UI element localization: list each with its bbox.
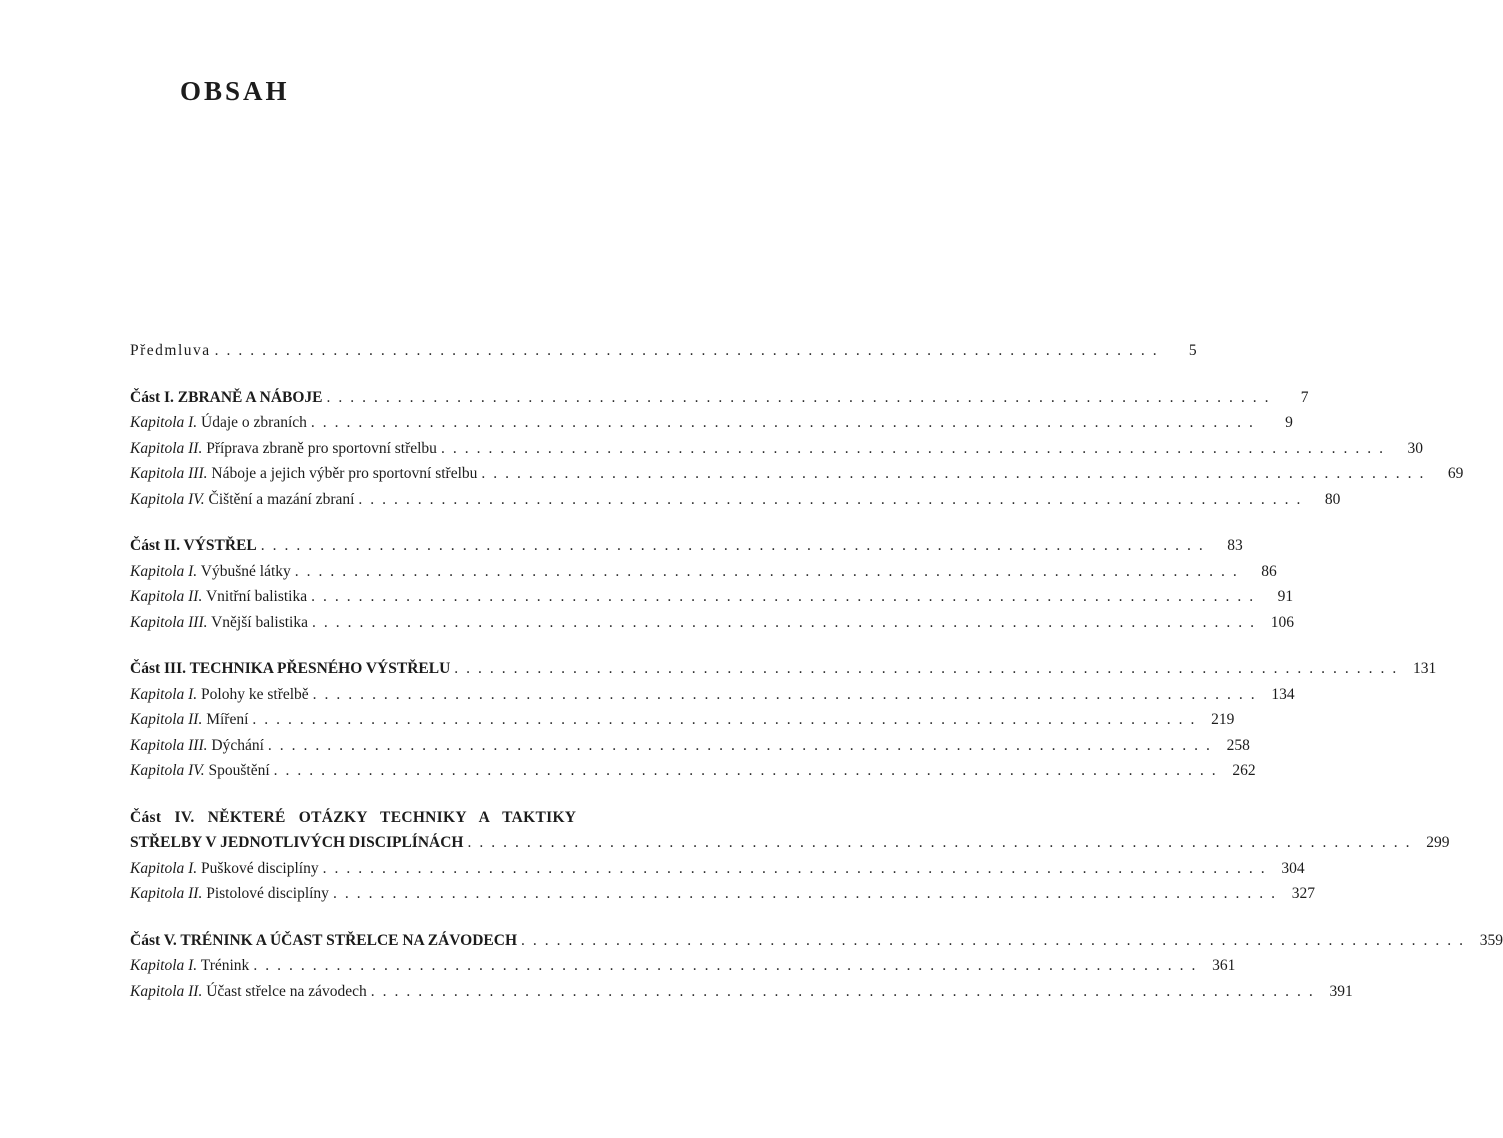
dot-leader: ................................................................................ [260, 537, 1211, 554]
dot-leader: ................................................................................ [311, 613, 1262, 631]
dot-leader: ................................................................................ [294, 562, 1245, 580]
chapter-keyword: Kapitola I. [130, 685, 198, 703]
toc-chapter [130, 953, 1236, 979]
toc-part-4 [130, 805, 1450, 856]
chapter-title: Výbušné látky [200, 562, 291, 580]
part-label: Část V. TRÉNINK A ÚČAST STŘELCE NA ZÁVODECH [130, 931, 518, 949]
page-number: 361 [1212, 957, 1236, 974]
page-number: 80 [1324, 490, 1341, 508]
chapter-keyword: Kapitola III. [130, 465, 208, 482]
chapter-title: Polohy ke střelbě [201, 685, 309, 703]
part-label: STŘELBY V JEDNOTLIVÝCH DISCIPLÍNÁCH [130, 834, 464, 851]
part-label: Část II. VÝSTŘEL [130, 537, 257, 554]
page-title: OBSAH [180, 76, 290, 106]
dot-leader: ................................................................................ [312, 685, 1263, 703]
chapter-keyword: Kapitola II. [130, 885, 203, 902]
chapter-title: Údaje o zbraních [201, 414, 307, 431]
chapter-keyword: Kapitola III. [130, 613, 208, 631]
part-label-line2-row [130, 830, 1450, 856]
chapter-title: Čištění a mazání zbraní [208, 490, 355, 508]
chapter-title: Spouštění [208, 762, 270, 779]
chapter-keyword: Kapitola IV. [130, 762, 205, 779]
toc-chapter [130, 436, 1423, 462]
page-number: 106 [1270, 613, 1294, 631]
page-number: 258 [1226, 736, 1250, 754]
toc-entry-preface [130, 338, 1197, 364]
chapter-title: Míření [206, 711, 249, 728]
chapter-title: Náboje a jejich výběr pro sportovní střelbu [211, 465, 478, 482]
preface-label: Předmluva [130, 342, 211, 359]
page-number: 86 [1261, 562, 1277, 580]
dot-leader: ................................................................................ [214, 342, 1165, 359]
toc-chapter [130, 559, 1277, 585]
part-label-line1: Část IV. NĚKTERÉ OTÁZKY TECHNIKY A TAKTIKY [130, 808, 577, 826]
toc-chapter [130, 410, 1293, 436]
dot-leader: ................................................................................ [370, 982, 1321, 1000]
page-number: 69 [1447, 465, 1464, 482]
table-of-contents [130, 338, 1503, 1004]
dot-leader: ................................................................................ [322, 859, 1273, 877]
toc-chapter [130, 856, 1305, 882]
dot-leader: ................................................................................ [273, 762, 1224, 779]
page-number: 327 [1291, 885, 1315, 902]
dot-leader: ................................................................................ [267, 736, 1218, 754]
page-number: 9 [1285, 414, 1293, 431]
dot-leader: ................................................................................ [440, 439, 1391, 457]
toc-part-1 [130, 385, 1309, 411]
dot-leader: ................................................................................ [358, 490, 1309, 508]
toc-chapter [130, 610, 1294, 636]
chapter-title: Puškové disciplíny [201, 859, 319, 877]
dot-leader: ................................................................................ [454, 660, 1405, 677]
dot-leader: ................................................................................ [326, 388, 1277, 406]
toc-chapter [130, 487, 1341, 513]
chapter-keyword: Kapitola II. [130, 711, 203, 728]
dot-leader: ................................................................................ [311, 588, 1262, 605]
chapter-title: Trénink [200, 957, 250, 974]
dot-leader: ................................................................................ [481, 465, 1432, 482]
chapter-keyword: Kapitola IV. [130, 490, 205, 508]
chapter-title: Dýchání [211, 736, 264, 754]
toc-part-5 [130, 928, 1503, 954]
toc-chapter [130, 758, 1256, 784]
part-label: Část I. ZBRANĚ A NÁBOJE [130, 388, 323, 406]
toc-chapter [130, 979, 1353, 1005]
chapter-keyword: Kapitola II. [130, 588, 203, 605]
page-number: 131 [1413, 660, 1437, 677]
chapter-keyword: Kapitola I. [130, 414, 198, 431]
toc-chapter [130, 881, 1315, 907]
dot-leader: ................................................................................ [332, 885, 1283, 902]
chapter-keyword: Kapitola III. [130, 736, 208, 754]
page-number: 83 [1227, 537, 1243, 554]
chapter-keyword: Kapitola I. [130, 859, 198, 877]
chapter-title: Pistolové disciplíny [206, 885, 329, 902]
chapter-title: Vnitřní balistika [205, 588, 308, 605]
page-number: 299 [1426, 834, 1450, 851]
chapter-title: Účast střelce na závodech [206, 982, 367, 1000]
dot-leader: ................................................................................ [252, 711, 1203, 728]
toc-part-3 [130, 656, 1437, 682]
toc-part-2 [130, 533, 1243, 559]
part-label: Část III. TECHNIKA PŘESNÉHO VÝSTŘELU [130, 660, 451, 677]
page-number: 219 [1211, 711, 1235, 728]
page-number: 5 [1188, 342, 1197, 359]
chapter-keyword: Kapitola II. [130, 439, 203, 457]
page-number: 262 [1232, 762, 1256, 779]
page-number: 391 [1329, 982, 1353, 1000]
page-number: 304 [1281, 859, 1305, 877]
dot-leader: ................................................................................ [467, 834, 1418, 851]
page-number: 7 [1300, 388, 1309, 406]
page-number: 359 [1479, 931, 1503, 949]
dot-leader: ................................................................................ [521, 931, 1472, 949]
page-number: 30 [1407, 439, 1423, 457]
toc-chapter [130, 733, 1250, 759]
chapter-keyword: Kapitola II. [130, 982, 203, 1000]
toc-chapter [130, 461, 1464, 487]
page-number: 91 [1277, 588, 1294, 605]
chapter-title: Vnější balistika [211, 613, 308, 631]
toc-chapter [130, 707, 1235, 733]
chapter-keyword: Kapitola I. [130, 957, 198, 974]
dot-leader: ................................................................................ [310, 414, 1261, 431]
toc-chapter [130, 682, 1295, 708]
toc-chapter [130, 584, 1294, 610]
dot-leader: ................................................................................ [253, 957, 1204, 974]
page-number: 134 [1271, 685, 1295, 703]
chapter-title: Příprava zbraně pro sportovní střelbu [206, 439, 437, 457]
chapter-keyword: Kapitola I. [130, 562, 198, 580]
